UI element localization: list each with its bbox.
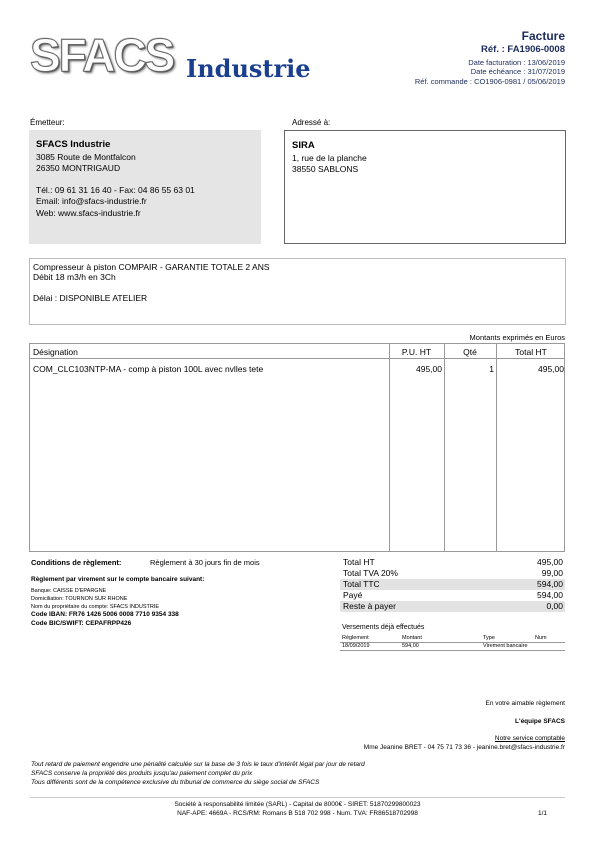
col-header-total: Total HT bbox=[515, 347, 547, 357]
versement-date: 18/09/2019 bbox=[342, 643, 370, 649]
versements-table bbox=[340, 635, 565, 651]
col-header-designation: Désignation bbox=[33, 347, 78, 357]
total-label: Total HT bbox=[343, 557, 375, 567]
company-logo: SFACS bbox=[30, 29, 174, 81]
emetteur-label: Émetteur: bbox=[30, 118, 65, 127]
total-label: Total TVA 20% bbox=[343, 568, 398, 578]
footer-line1: Société à responsabilité limitée (SARL) - Capital de 8000€ - SIRET: 51870299800023 bbox=[174, 801, 421, 808]
legal-line2: SFACS conserve la propriété des produits jusqu'au paiement complet du prix bbox=[31, 770, 253, 777]
conditions-value: Règlement à 30 jours fin de mois bbox=[150, 558, 260, 567]
bic: Code BIC/SWIFT: CEPAFRPP426 bbox=[31, 620, 132, 627]
footer-divider bbox=[30, 797, 565, 798]
emetteur-addr1: 3085 Route de Montfalcon bbox=[36, 152, 136, 162]
conditions-label: Conditions de règlement: bbox=[31, 558, 122, 567]
date-echeance: Date échéance : 31/07/2019 bbox=[470, 67, 565, 76]
banque: Banque: CAISSE D'EPARGNE bbox=[31, 588, 107, 594]
col-header-pu: P.U. HT bbox=[401, 347, 432, 357]
total-label: Reste à payer bbox=[343, 601, 396, 611]
currency-note: Montants exprimés en Euros bbox=[469, 333, 565, 342]
total-value: 594,00 bbox=[537, 590, 563, 600]
total-row bbox=[340, 601, 565, 612]
versement-type: Virement bancaire bbox=[483, 643, 528, 649]
total-value: 495,00 bbox=[537, 557, 563, 567]
versement-header: Montant bbox=[402, 635, 422, 641]
destinataire-addr2: 38550 SABLONS bbox=[292, 164, 359, 174]
destinataire-box bbox=[284, 130, 566, 244]
doc-title: Facture bbox=[521, 29, 565, 43]
line-pu: 495,00 bbox=[416, 364, 442, 374]
emetteur-box bbox=[29, 130, 261, 244]
proprietaire: Nom du propriétaire du compte: SFACS INDUSTRIE bbox=[31, 604, 160, 610]
note-line1: Compresseur à piston COMPAIR - GARANTIE TOTALE 2 ANS bbox=[33, 262, 270, 272]
col-header-qte: Qté bbox=[463, 347, 477, 357]
ref-commande: Réf. commande : CO1906-0981 / 05/06/2019 bbox=[414, 77, 565, 86]
note-line2: Débit 18 m3/h en 3Ch bbox=[33, 272, 116, 282]
date-facturation: Date facturation : 13/06/2019 bbox=[468, 58, 565, 67]
invoice-lines-table bbox=[29, 343, 565, 552]
emetteur-tel: Tél.: 09 61 31 16 40 - Fax: 04 86 55 63 01 bbox=[36, 185, 195, 195]
total-label: Payé bbox=[343, 590, 363, 600]
emetteur-addr2: 26350 MONTRIGAUD bbox=[36, 163, 121, 173]
destinataire-label: Adressé à: bbox=[292, 118, 331, 127]
total-value: 594,00 bbox=[537, 579, 563, 589]
total-value: 99,00 bbox=[541, 568, 563, 578]
legal-line3: Tous différents sont de la compétence exclusive du tribunal de commerce du siège social de SFACS bbox=[31, 779, 320, 786]
total-row bbox=[340, 590, 565, 601]
closing-line4: Mme Jeanine BRET - 04 75 71 73 36 - jeanine.bret@sfacs-industrie.fr bbox=[363, 744, 565, 751]
versement-header: Règlement bbox=[342, 635, 369, 641]
note-line3: Délai : DISPONIBLE ATELIER bbox=[33, 293, 148, 303]
destinataire-name: SIRA bbox=[292, 140, 315, 151]
total-row bbox=[340, 557, 565, 568]
page-number: 1/1 bbox=[537, 810, 547, 817]
line-designation: COM_CLC103NTP-MA - comp à piston 100L avec nvlles tete bbox=[33, 364, 264, 374]
iban: Code IBAN: FR76 1426 5006 0008 7710 9354 338 bbox=[31, 611, 179, 618]
note-box bbox=[29, 258, 566, 325]
total-row bbox=[340, 579, 565, 590]
destinataire-addr1: 1, rue de la planche bbox=[292, 153, 367, 163]
versement-montant: 594,00 bbox=[402, 643, 419, 649]
total-row bbox=[340, 568, 565, 579]
versements-title: Versements déjà effectués bbox=[342, 624, 425, 631]
versement-header: Num bbox=[535, 635, 547, 641]
closing-line3: Notre service comptable bbox=[494, 735, 565, 742]
emetteur-email: Email: info@sfacs-industrie.fr bbox=[36, 196, 147, 206]
emetteur-name: SFACS Industrie bbox=[36, 139, 111, 150]
versement-header: Type bbox=[483, 635, 495, 641]
line-qte: 1 bbox=[489, 364, 494, 374]
domiciliation: Domiciliation: TOURNON SUR RHONE bbox=[31, 596, 128, 602]
total-value: 0,00 bbox=[546, 601, 563, 611]
total-label: Total TTC bbox=[343, 579, 380, 589]
closing-line2: L'équipe SFACS bbox=[515, 718, 565, 725]
footer-line2: NAF-APE: 4669A - RCS/RM: Romans B 518 702 998 - Num. TVA: FR86518702998 bbox=[177, 810, 418, 817]
emetteur-web: Web: www.sfacs-industrie.fr bbox=[36, 208, 141, 218]
line-total: 495,00 bbox=[538, 364, 564, 374]
invoice-ref: Réf. : FA1906-0008 bbox=[481, 44, 565, 55]
virement-title: Règlement par virement sur le compte bancaire suivant: bbox=[31, 576, 205, 583]
closing-line1: En votre aimable règlement bbox=[485, 700, 565, 707]
company-logo-sub: Industrie bbox=[186, 54, 311, 83]
legal-line1: Tout retard de paiement engendre une pénalité calculée sur la base de 3 fois le taux d'intérêt légal par jour de retard bbox=[31, 761, 365, 768]
